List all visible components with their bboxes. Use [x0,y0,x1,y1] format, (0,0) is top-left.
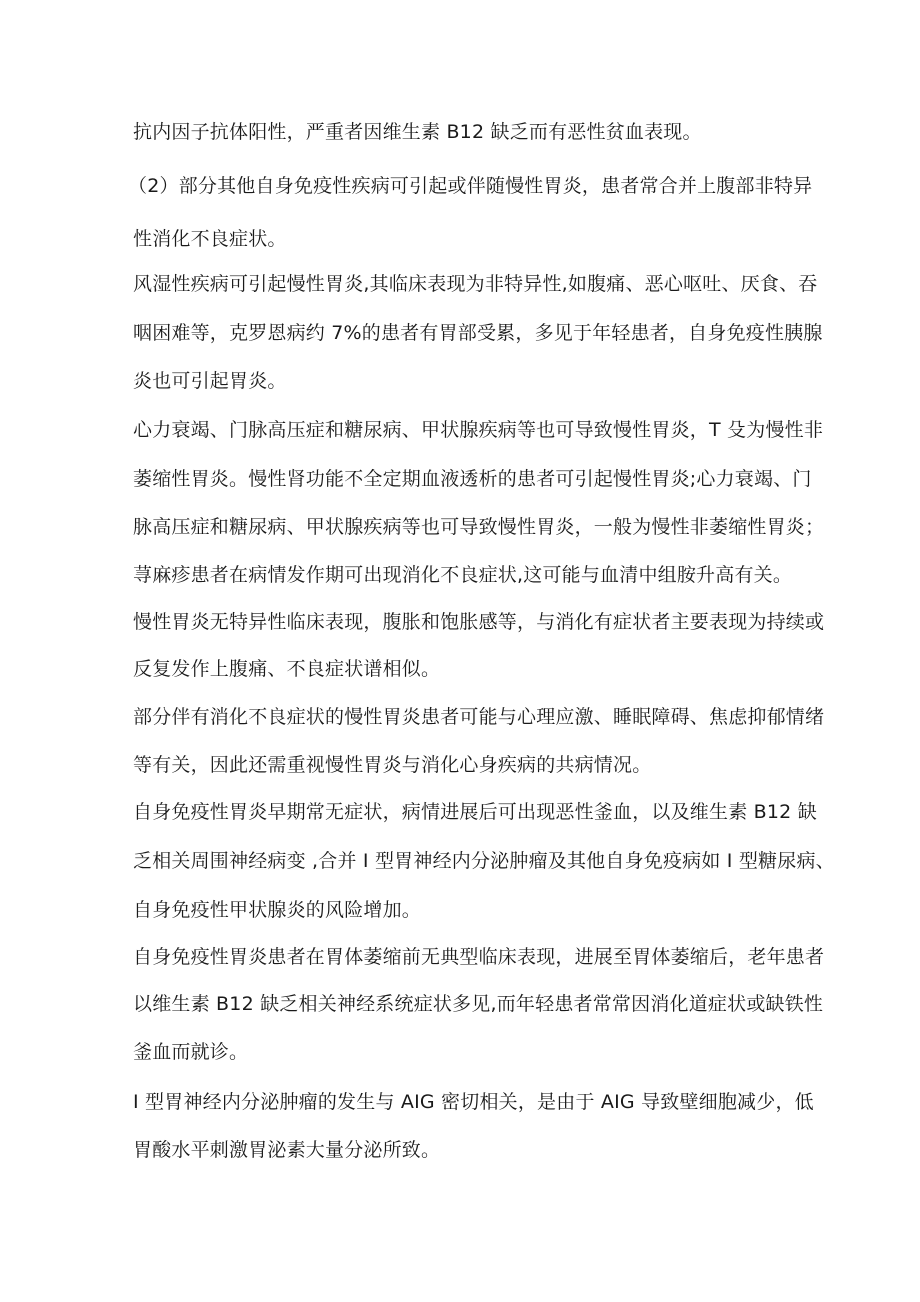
text-line: 等有关，因此还需重视慢性胃炎与消化心身疾病的共病情况。 [133,754,652,776]
text-line: （2）部分其他自身免疫性疾病可引起或伴随慢性胃炎，患者常合并上腹部非特异 [128,175,813,197]
text-line: 以维生素 B12 缺乏相关神经系统症状多见,而年轻患者常常因消化道症状或缺铁性 [133,993,824,1015]
text-line: 乏相关周围神经病变 ,合并 I 型胃神经内分泌肿瘤及其他自身免疫病如 I 型糖尿病、 [133,850,835,872]
text-line: 萎缩性胃炎。慢性肾功能不全定期血液透析的患者可引起慢性胃炎;心力衰竭、门 [133,468,812,490]
text-line: 反复发作上腹痛、不良症状谱相似。 [133,658,441,680]
text-line: 自身免疫性甲状腺炎的风险增加。 [133,899,422,921]
text-line: 慢性胃炎无特异性临床表现，腹胀和饱胀感等，与消化有症状者主要表现为持续或 [133,611,825,633]
text-line: 性消化不良症状。 [133,228,287,250]
text-line: 心力衰竭、门脉高压症和糖尿病、甲状腺疾病等也可导致慢性胃炎，T 殳为慢性非 [133,419,824,441]
text-line: 自身免疫性胃炎患者在胃体萎缩前无典型临床表现，进展至胃体萎缩后，老年患者 [133,946,825,968]
text-line: 风湿性疾病可引起慢性胃炎,其临床表现为非特异性,如腹痛、恶心呕吐、厌食、吞 [133,273,818,295]
text-line: 抗内因子抗体阳性，严重者因维生素 B12 缺乏而有恶性贫血表现。 [133,121,702,143]
text-line: 脉高压症和糖尿病、甲状腺疾病等也可导致慢性胃炎，一般为慢性非萎缩性胃炎； [133,516,825,538]
text-line: 咽困难等，克罗恩病约 7%的患者有胃部受累，多见于年轻患者，自身免疫性胰腺 [133,322,823,344]
text-line: 自身免疫性胃炎早期常无症状，病情进展后可出现恶性釜血，以及维生素 B12 缺 [133,801,817,823]
text-line: 釜血而就诊。 [133,1041,249,1063]
text-line: I 型胃神经内分泌肿瘤的发生与 AIG 密切相关，是由于 AIG 导致壁细胞减少，低 [133,1091,814,1113]
text-line: 炎也可引起胃炎。 [133,370,287,392]
text-line: 部分伴有消化不良症状的慢性胃炎患者可能与心理应激、睡眠障碍、焦虑抑郁情绪 [133,706,825,728]
text-line: 荨麻疹患者在病情发作期可出现消化不良症状,这可能与血清中组胺升高有关。 [133,564,793,586]
text-line: 胃酸水平刺激胃泌素大量分泌所致。 [133,1139,441,1161]
